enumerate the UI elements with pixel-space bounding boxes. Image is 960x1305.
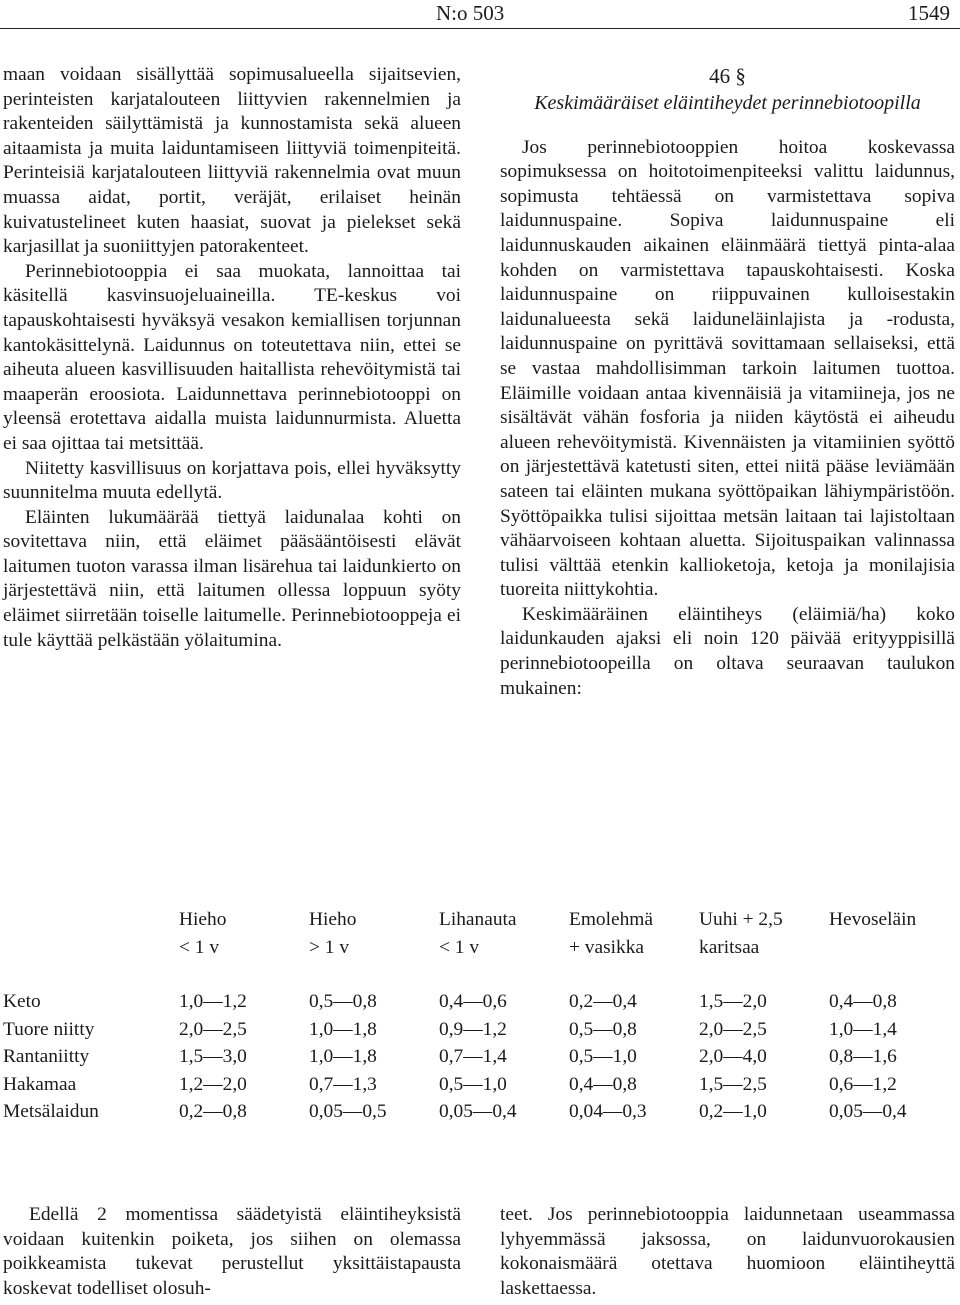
page-number: 1549 bbox=[908, 1, 950, 25]
table-header-cell: < 1 v bbox=[439, 937, 480, 958]
table-header-cell: > 1 v bbox=[309, 937, 350, 958]
table-header-cell: + vasikka bbox=[569, 937, 645, 958]
page-header bbox=[0, 0, 960, 30]
table-header-cell: Hevoseläin bbox=[829, 909, 917, 930]
table-cell: 0,8—1,6 bbox=[829, 1046, 897, 1067]
table-row bbox=[3, 1071, 959, 1099]
table-header-cell: Uuhi + 2,5 bbox=[699, 909, 783, 930]
table-header-cell: < 1 v bbox=[179, 937, 220, 958]
bottom-left-text bbox=[3, 1203, 461, 1301]
table-header-row-1 bbox=[3, 906, 959, 934]
table-cell: 1,2—2,0 bbox=[179, 1073, 247, 1095]
table-header-cell: Hieho bbox=[179, 909, 227, 930]
table-row bbox=[3, 1043, 959, 1071]
table-spacer bbox=[3, 962, 959, 988]
right-column bbox=[500, 63, 955, 701]
table-cell: 2,0—2,5 bbox=[699, 1018, 767, 1040]
table-header-cell: karitsaa bbox=[699, 937, 760, 958]
table-header-cell bbox=[3, 934, 179, 962]
table-header-cell: Emolehmä bbox=[569, 909, 654, 930]
table-cell: 0,2—1,0 bbox=[699, 1101, 767, 1122]
row-label: Hakamaa bbox=[3, 1073, 77, 1095]
table-cell: 0,6—1,2 bbox=[829, 1073, 897, 1095]
table-cell: 0,05—0,5 bbox=[309, 1101, 387, 1122]
table-row bbox=[3, 988, 959, 1016]
table-cell: 0,04—0,3 bbox=[569, 1101, 647, 1122]
table-cell: 0,4—0,8 bbox=[569, 1073, 637, 1095]
table-cell: 0,4—0,8 bbox=[829, 991, 897, 1012]
paragraph: Jos perinnebiotooppien hoitoa koskevassa sopimuksessa on hoitotoimenpiteeksi valittu laidunnus, sopimusta tehtäessä on varmistettava sopiva laidunnuspaine. Sopiva laidunnuspaine eli laidunnuskauden aikainen eläinmäärä tiettyä pinta-alaa kohden on varmistettava tapauskohtaisesti. Koska laidunnuspaine on riippuvainen kulloisestakin laidunalueesta sekä laiduneläinlajista ja -rodusta, laidunnuspaine on pyrittävä sovittamaan sellaiseksi, että se vastaa mahdollisimman tarkoin laitumen tuottoa. Eläimille voidaan antaa kivennäisiä ja vitamiineja, jos ne sisältävät vähän fosforia ja niiden käytöstä ei aiheudu alueen rehevöitymistä. Kivennäisten ja vitamiinien syöttö on järjestettävä katetusti siten, ettei niitä pääse leviämään sateen tai eläinten mukana syöttöpaikan lähiympäristöön. Syöttöpaikka tulisi sijoittaa metsän laitaan tai lajistoltaan vähäarvoiseen kohtaan aluetta. Sijoituspaikan valinnassa tulisi välttää etenkin kallioketoja, ketoja ja monilajisia tuoreita niittykohtia. bbox=[500, 136, 955, 601]
table-cell: 0,05—0,4 bbox=[829, 1101, 907, 1122]
table-row bbox=[3, 1098, 959, 1126]
table-cell: 0,5—0,8 bbox=[569, 1018, 637, 1040]
table-header-cell: Lihanauta bbox=[439, 909, 517, 930]
table-header-cell bbox=[3, 906, 179, 934]
table-cell: 2,0—4,0 bbox=[699, 1046, 767, 1067]
table-cell: 0,5—0,8 bbox=[309, 991, 377, 1012]
table-cell: 0,7—1,3 bbox=[309, 1073, 377, 1095]
issue-number: N:o 503 bbox=[436, 1, 505, 25]
paragraph: Eläinten lukumäärää tiettyä laidunalaa kohti on sovitettava niin, että eläimet pääsääntöisesti elävät laitumen tuoton varassa ilman lisärehua tai laidunkierto on järjestettävä niin, että laitumen ollessa loppuun syöty eläimet siirretään toiselle laitumelle. Perinnebiotooppeja ei tule käyttää pelkästään yölaitumina. bbox=[3, 506, 461, 651]
table-cell: 0,2—0,4 bbox=[569, 991, 637, 1012]
table-row bbox=[3, 1016, 959, 1044]
table-cell: 0,9—1,2 bbox=[439, 1018, 507, 1040]
table-cell: 1,0—1,4 bbox=[829, 1018, 897, 1040]
bottom-right-text bbox=[500, 1203, 955, 1301]
paragraph: maan voidaan sisällyttää sopimusalueella sijaitsevien, perinteisten karjatalouteen liittyvien rakennelmien ja rakenteiden säilyttämistä ja kunnostamista sekä alueen aitaamista ja muita laiduntamiseen liittyviä toimenpiteitä. Perinteisiä karjatalouteen liittyviä rakennelmia ovat muun muassa aidat, portit, veräjät, erilaiset heinän kuivatustelineet kuten haasiat, suovat ja pielekset sekä karjasillat ja suoniittyjen patorakenteet. bbox=[3, 64, 461, 258]
table-cell: 1,5—2,5 bbox=[699, 1073, 767, 1095]
header-rule bbox=[0, 28, 960, 29]
paragraph: Niitetty kasvillisuus on korjattava pois, ellei hyväksytty suunnitelma muuta edellytä. bbox=[3, 457, 461, 504]
row-label: Metsälaidun bbox=[3, 1101, 99, 1122]
table-cell: 0,5—1,0 bbox=[439, 1073, 507, 1095]
table-cell: 1,0—1,2 bbox=[179, 991, 247, 1012]
section-number: 46 § bbox=[709, 64, 746, 88]
row-label: Rantaniitty bbox=[3, 1046, 90, 1067]
table-cell: 0,7—1,4 bbox=[439, 1046, 507, 1067]
paragraph: teet. Jos perinnebiotooppia laidunnetaan useammassa lyhyemmässä jaksossa, on laidunvuorokausien kokonaismäärä otettava huomioon eläintiheyttä laskettaessa. bbox=[500, 1204, 955, 1299]
table-cell: 0,05—0,4 bbox=[439, 1101, 517, 1122]
paragraph: Perinnebiotooppia ei saa muokata, lannoittaa tai käsitellä kasvinsuojeluaineilla. TE-keskus voi tapauskohtaisesti hyväksyä vesakon kemiallisen torjunnan kantokäsittelynä. Laidunnus on toteutettava niin, ettei se aiheuta alueen kasvillisuuden haitallista rehevöitymistä tai maaperän eroosiota. Laidunnettava perinnebiotooppi on yleensä erotettava aidalla muista laidunnurmista. Aluetta ei saa ojittaa tai metsittää. bbox=[3, 260, 461, 454]
table-header-cell: Hieho bbox=[309, 909, 357, 930]
table-cell: 0,5—1,0 bbox=[569, 1046, 637, 1067]
paragraph: Keskimääräinen eläintiheys (eläimiä/ha) koko laidunkauden ajaksi eli noin 120 päivää erityyppisillä perinnebiotoopeilla on oltava seuraavan taulukon mukainen: bbox=[500, 603, 955, 699]
table-cell: 1,5—3,0 bbox=[179, 1046, 247, 1067]
table-cell: 1,5—2,0 bbox=[699, 991, 767, 1012]
animal-density-table bbox=[3, 906, 959, 1126]
table-cell: 1,0—1,8 bbox=[309, 1046, 377, 1067]
row-label: Keto bbox=[3, 991, 41, 1012]
left-column bbox=[3, 63, 461, 653]
table-header-cell bbox=[829, 934, 959, 962]
table-cell: 1,0—1,8 bbox=[309, 1018, 377, 1040]
table-header-row-2 bbox=[3, 934, 959, 962]
paragraph: Edellä 2 momentissa säädetyistä eläintiheyksistä voidaan kuitenkin poiketa, jos siihen on olemassa poikkeamista tukevat perustellut yksittäistapausta koskevat todelliset olosuh- bbox=[3, 1204, 461, 1299]
table-cell: 0,4—0,6 bbox=[439, 991, 507, 1012]
table-cell: 0,2—0,8 bbox=[179, 1101, 247, 1122]
table-cell: 2,0—2,5 bbox=[179, 1018, 247, 1040]
row-label: Tuore niitty bbox=[3, 1018, 95, 1040]
section-title: Keskimääräiset eläintiheydet perinnebiotoopilla bbox=[534, 92, 921, 114]
